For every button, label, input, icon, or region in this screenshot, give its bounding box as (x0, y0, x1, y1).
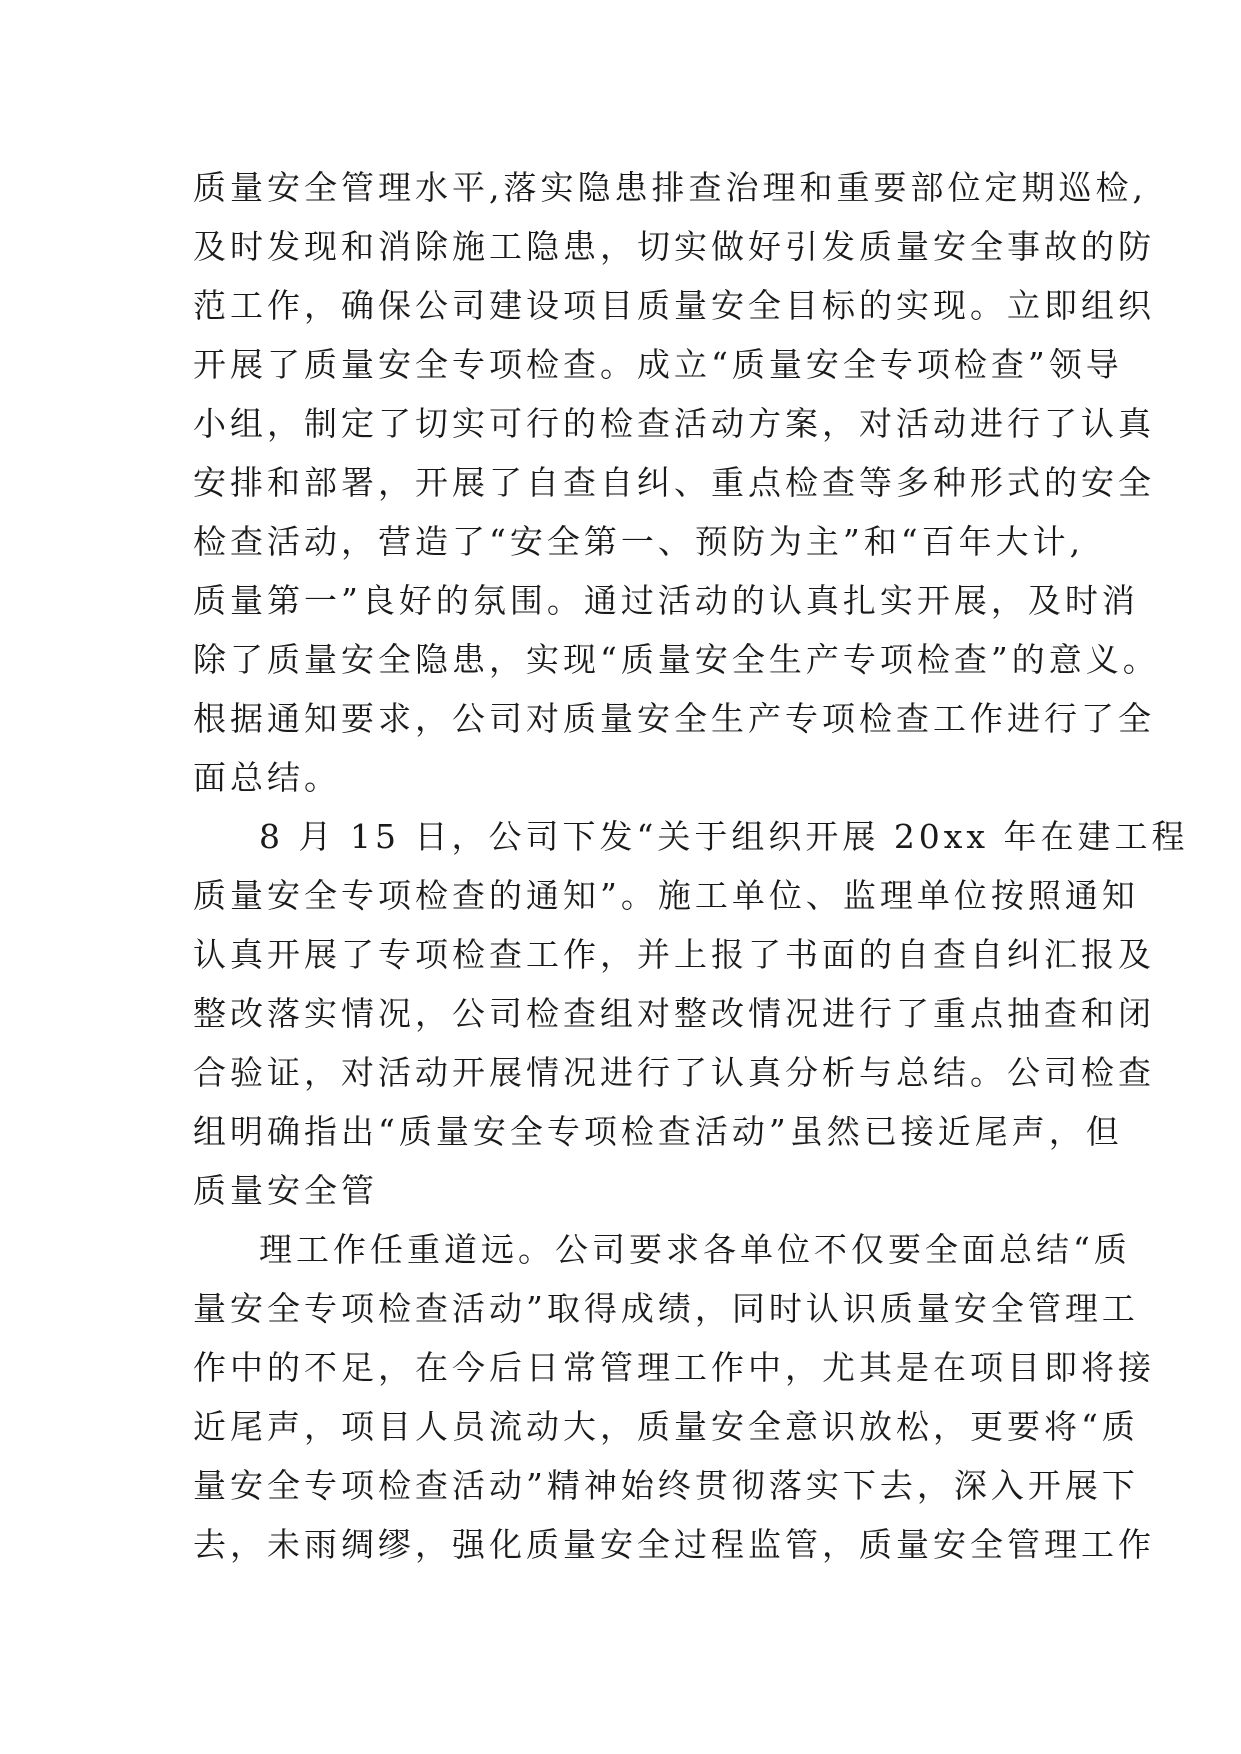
text-line: 近尾声，项目人员流动大，质量安全意识放松，更要将“质 (193, 1407, 1139, 1446)
text-line: 量安全专项检查活动”精神始终贯彻落实下去，深入开展下 (193, 1466, 1139, 1505)
text-line: 质量第一”良好的氛围。通过活动的认真扎实开展，及时消 (193, 581, 1139, 620)
text-line: 及时发现和消除施工隐患，切实做好引发质量安全事故的防 (193, 227, 1155, 266)
body-text (193, 158, 1189, 1574)
text-line: 去，未雨绸缪，强化质量安全过程监管，质量安全管理工作 (193, 1525, 1155, 1564)
text-line: 根据通知要求，公司对质量安全生产专项检查工作进行了全 (193, 699, 1155, 738)
text-line: 整改落实情况，公司检查组对整改情况进行了重点抽查和闭 (193, 994, 1155, 1033)
text-line: 小组，制定了切实可行的检查活动方案，对活动进行了认真 (193, 404, 1155, 443)
text-line: 范工作，确保公司建设项目质量安全目标的实现。立即组织 (193, 286, 1155, 325)
text-line: 合验证，对活动开展情况进行了认真分析与总结。公司检查 (193, 1053, 1155, 1092)
text-line: 除了质量安全隐患，实现“质量安全生产专项检查”的意义。 (193, 640, 1160, 679)
text-line: 组明确指出“质量安全专项检查活动”虽然已接近尾声，但 (193, 1112, 1123, 1151)
text-line: 作中的不足，在今后日常管理工作中，尤其是在项目即将接 (193, 1348, 1155, 1387)
text-line: 质量安全管 (193, 1171, 378, 1210)
text-line: 安排和部署，开展了自查自纠、重点检查等多种形式的安全 (193, 463, 1155, 502)
text-line: 面总结。 (193, 758, 341, 797)
text-line: 检查活动，营造了“安全第一、预防为主”和“百年大计, (193, 522, 1085, 561)
paragraph-first-line: 理工作任重道远。公司要求各单位不仅要全面总结“质 (259, 1230, 1131, 1269)
paragraph-first-line: 8 月 15 日，公司下发“关于组织开展 20xx 年在建工程 (259, 817, 1189, 856)
text-line: 开展了质量安全专项检查。成立“质量安全专项检查”领导 (193, 345, 1123, 384)
text-line: 质量安全管理水平,落实隐患排查治理和重要部位定期巡检, (193, 168, 1147, 207)
text-line: 质量安全专项检查的通知”。施工单位、监理单位按照通知 (193, 876, 1139, 915)
text-line: 认真开展了专项检查工作，并上报了书面的自查自纠汇报及 (193, 935, 1155, 974)
text-line: 量安全专项检查活动”取得成绩，同时认识质量安全管理工 (193, 1289, 1139, 1328)
